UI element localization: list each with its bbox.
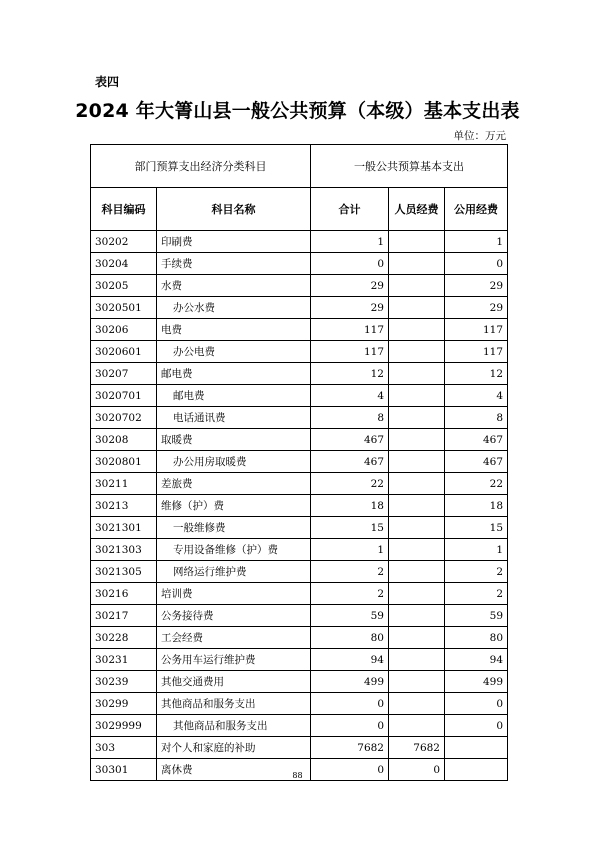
- cell-name: 电话通讯费: [157, 407, 311, 429]
- cell-public: 1: [445, 231, 508, 253]
- cell-total: 18: [311, 495, 389, 517]
- group-header-basic-expenditure: 一般公共预算基本支出: [311, 145, 508, 188]
- page-number: 88: [292, 771, 303, 780]
- cell-total: 22: [311, 473, 389, 495]
- cell-public: 467: [445, 451, 508, 473]
- table-row: [91, 671, 508, 693]
- column-header-personnel: 人员经费: [389, 188, 445, 231]
- cell-code: 30211: [91, 473, 157, 495]
- cell-public: 29: [445, 297, 508, 319]
- cell-total: 0: [311, 715, 389, 737]
- table-row: [91, 605, 508, 627]
- cell-total: 7682: [311, 737, 389, 759]
- table-body: [91, 231, 508, 781]
- cell-name: 办公水费: [157, 297, 311, 319]
- cell-code: 3021305: [91, 561, 157, 583]
- cell-total: 0: [311, 253, 389, 275]
- cell-personnel: [389, 407, 445, 429]
- table-row: [91, 451, 508, 473]
- cell-public: 15: [445, 517, 508, 539]
- column-header-public: 公用经费: [445, 188, 508, 231]
- cell-public: 12: [445, 363, 508, 385]
- cell-personnel: [389, 473, 445, 495]
- cell-total: 29: [311, 275, 389, 297]
- cell-personnel: [389, 341, 445, 363]
- cell-public: 4: [445, 385, 508, 407]
- cell-public: 117: [445, 341, 508, 363]
- cell-code: 30299: [91, 693, 157, 715]
- cell-personnel: [389, 715, 445, 737]
- cell-total: 29: [311, 297, 389, 319]
- cell-code: 3021301: [91, 517, 157, 539]
- cell-personnel: [389, 319, 445, 341]
- table-row: [91, 429, 508, 451]
- cell-personnel: [389, 231, 445, 253]
- cell-name: 水费: [157, 275, 311, 297]
- table-row: [91, 341, 508, 363]
- table-row: [91, 385, 508, 407]
- cell-public: 80: [445, 627, 508, 649]
- cell-name: 公务用车运行维护费: [157, 649, 311, 671]
- cell-public: 22: [445, 473, 508, 495]
- cell-personnel: [389, 451, 445, 473]
- column-header-total: 合计: [311, 188, 389, 231]
- cell-code: 30207: [91, 363, 157, 385]
- table-row: [91, 319, 508, 341]
- cell-public: 0: [445, 693, 508, 715]
- cell-name: 一般维修费: [157, 517, 311, 539]
- cell-total: 8: [311, 407, 389, 429]
- cell-personnel: [389, 495, 445, 517]
- cell-public: 117: [445, 319, 508, 341]
- column-header-name: 科目名称: [157, 188, 311, 231]
- cell-personnel: [389, 649, 445, 671]
- cell-code: 30213: [91, 495, 157, 517]
- cell-name: 办公电费: [157, 341, 311, 363]
- cell-code: 30206: [91, 319, 157, 341]
- cell-name: 电费: [157, 319, 311, 341]
- cell-personnel: 0: [389, 759, 445, 781]
- table-row: [91, 561, 508, 583]
- table-row: [91, 363, 508, 385]
- cell-personnel: [389, 385, 445, 407]
- cell-name: 维修（护）费: [157, 495, 311, 517]
- cell-public: 59: [445, 605, 508, 627]
- cell-code: 3020801: [91, 451, 157, 473]
- cell-name: 专用设备维修（护）费: [157, 539, 311, 561]
- cell-public: 467: [445, 429, 508, 451]
- cell-personnel: [389, 297, 445, 319]
- cell-personnel: [389, 583, 445, 605]
- table-row: [91, 539, 508, 561]
- budget-table: [90, 144, 508, 781]
- cell-personnel: [389, 605, 445, 627]
- cell-personnel: [389, 693, 445, 715]
- cell-total: 117: [311, 341, 389, 363]
- cell-public: 2: [445, 583, 508, 605]
- cell-total: 80: [311, 627, 389, 649]
- cell-name: 其他商品和服务支出: [157, 715, 311, 737]
- cell-code: 30205: [91, 275, 157, 297]
- cell-code: 30301: [91, 759, 157, 781]
- cell-name: 网络运行维护费: [157, 561, 311, 583]
- cell-name: 对个人和家庭的补助: [157, 737, 311, 759]
- cell-code: 30202: [91, 231, 157, 253]
- cell-total: 2: [311, 583, 389, 605]
- cell-name: 邮电费: [157, 385, 311, 407]
- cell-code: 3020601: [91, 341, 157, 363]
- table-row: [91, 297, 508, 319]
- cell-public: 499: [445, 671, 508, 693]
- cell-public: 18: [445, 495, 508, 517]
- cell-total: 2: [311, 561, 389, 583]
- cell-total: 94: [311, 649, 389, 671]
- cell-code: 30204: [91, 253, 157, 275]
- cell-code: 3020701: [91, 385, 157, 407]
- table-row: [91, 253, 508, 275]
- cell-name: 公务接待费: [157, 605, 311, 627]
- cell-public: 1: [445, 539, 508, 561]
- cell-personnel: [389, 363, 445, 385]
- cell-name: 办公用房取暖费: [157, 451, 311, 473]
- cell-personnel: [389, 429, 445, 451]
- cell-code: 30228: [91, 627, 157, 649]
- table-row: [91, 495, 508, 517]
- cell-name: 离休费: [157, 759, 311, 781]
- table-label: 表四: [95, 75, 120, 89]
- cell-code: 3029999: [91, 715, 157, 737]
- cell-total: 4: [311, 385, 389, 407]
- cell-name: 工会经费: [157, 627, 311, 649]
- cell-personnel: 7682: [389, 737, 445, 759]
- cell-name: 手续费: [157, 253, 311, 275]
- cell-public: 8: [445, 407, 508, 429]
- cell-public: 29: [445, 275, 508, 297]
- cell-name: 差旅费: [157, 473, 311, 495]
- table-row: [91, 737, 508, 759]
- cell-total: 467: [311, 429, 389, 451]
- cell-name: 其他交通费用: [157, 671, 311, 693]
- cell-personnel: [389, 561, 445, 583]
- table-row: [91, 715, 508, 737]
- cell-name: 其他商品和服务支出: [157, 693, 311, 715]
- cell-name: 印刷费: [157, 231, 311, 253]
- table-row: [91, 517, 508, 539]
- table-row: [91, 231, 508, 253]
- cell-total: 1: [311, 231, 389, 253]
- cell-total: 15: [311, 517, 389, 539]
- cell-total: 117: [311, 319, 389, 341]
- cell-total: 499: [311, 671, 389, 693]
- cell-code: 30217: [91, 605, 157, 627]
- cell-code: 30231: [91, 649, 157, 671]
- cell-code: 3020501: [91, 297, 157, 319]
- cell-name: 取暖费: [157, 429, 311, 451]
- table-row: [91, 473, 508, 495]
- table-row: [91, 627, 508, 649]
- cell-total: 0: [311, 759, 389, 781]
- cell-personnel: [389, 627, 445, 649]
- cell-public: 0: [445, 253, 508, 275]
- table-row: [91, 649, 508, 671]
- cell-name: 邮电费: [157, 363, 311, 385]
- cell-code: 30239: [91, 671, 157, 693]
- table-row: [91, 693, 508, 715]
- cell-total: 59: [311, 605, 389, 627]
- cell-public: 2: [445, 561, 508, 583]
- cell-public: [445, 737, 508, 759]
- cell-name: 培训费: [157, 583, 311, 605]
- cell-personnel: [389, 671, 445, 693]
- table-row: [91, 275, 508, 297]
- group-header-classification: 部门预算支出经济分类科目: [91, 145, 311, 188]
- cell-code: 30216: [91, 583, 157, 605]
- cell-total: 467: [311, 451, 389, 473]
- document-title: 2024 年大箐山县一般公共预算（本级）基本支出表: [75, 100, 520, 122]
- cell-code: 3021303: [91, 539, 157, 561]
- table-row: [91, 583, 508, 605]
- cell-code: 303: [91, 737, 157, 759]
- cell-total: 12: [311, 363, 389, 385]
- cell-personnel: [389, 539, 445, 561]
- cell-total: 0: [311, 693, 389, 715]
- cell-personnel: [389, 517, 445, 539]
- unit-label: 单位：万元: [453, 130, 506, 142]
- cell-public: 94: [445, 649, 508, 671]
- cell-code: 3020702: [91, 407, 157, 429]
- cell-total: 1: [311, 539, 389, 561]
- column-header-code: 科目编码: [91, 188, 157, 231]
- cell-personnel: [389, 275, 445, 297]
- cell-personnel: [389, 253, 445, 275]
- cell-public: 0: [445, 715, 508, 737]
- table-row: [91, 407, 508, 429]
- cell-code: 30208: [91, 429, 157, 451]
